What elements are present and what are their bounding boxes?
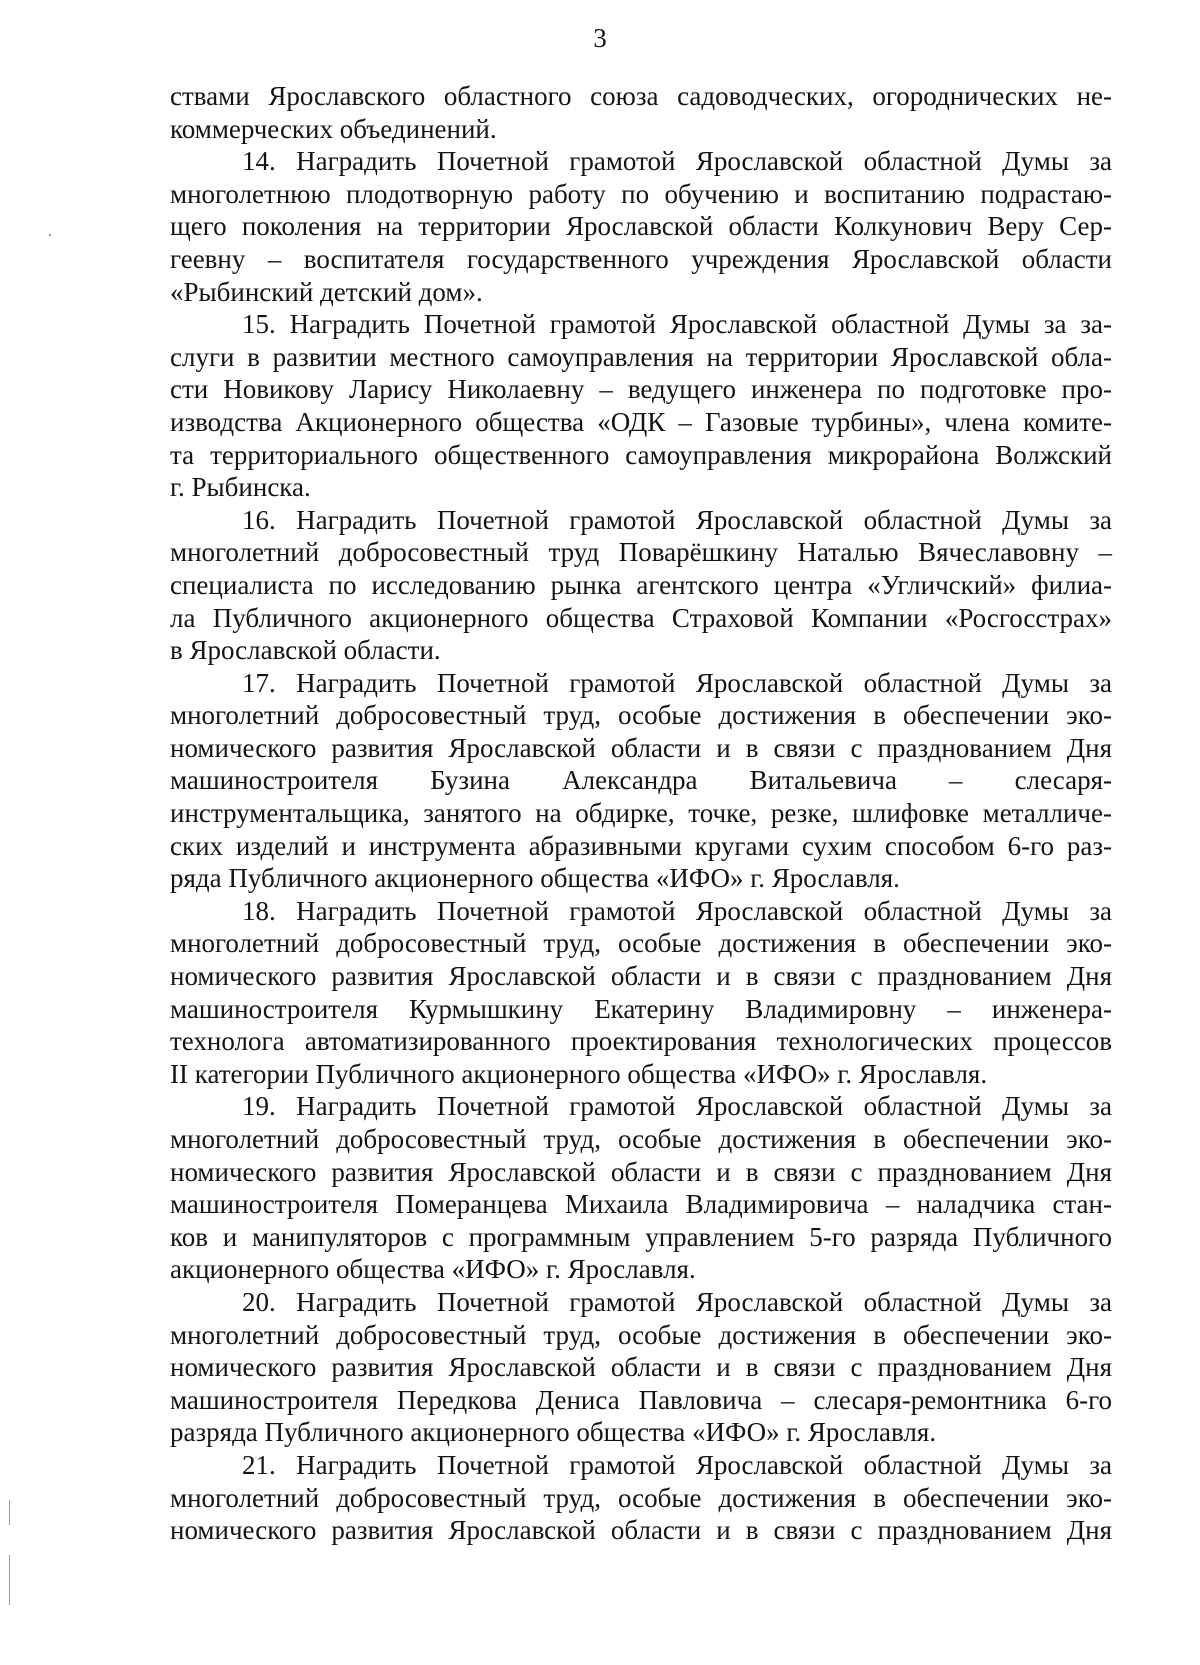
paragraph-line: 21. Наградить Почетной грамотой Ярославской областной Думы за xyxy=(242,1449,1112,1480)
paragraph-line: номического развития Ярославской области и в связи с празднованием Дня xyxy=(170,961,1112,992)
paragraph-line: машиностроителя Померанцева Михаила Владимировича – наладчика стан- xyxy=(170,1189,1112,1220)
paragraph-line: многолетний добросовестный труд, особые достижения в обеспечении эко- xyxy=(170,1482,1112,1513)
paragraph-line: геевну – воспитателя государственного учреждения Ярославской области xyxy=(170,243,1112,274)
paragraph-line: номического развития Ярославской области и в связи с празднованием Дня xyxy=(170,1156,1112,1187)
paragraph-line: номического развития Ярославской области и в связи с празднованием Дня xyxy=(170,1352,1112,1383)
paragraph-line: многолетний добросовестный труд, особые достижения в обеспечении эко- xyxy=(170,700,1112,731)
paragraph xyxy=(170,1286,1112,1449)
paragraph-line: сти Новикову Ларису Николаевну – ведущего инженера по подготовке про- xyxy=(170,374,1112,405)
document-body xyxy=(170,80,1112,1547)
paragraph xyxy=(170,895,1112,1091)
paragraph-line: многолетний добросовестный труд Поварёшкину Наталью Вячеславовну – xyxy=(170,537,1112,568)
paragraph-line: номического развития Ярославской области и в связи с празднованием Дня xyxy=(170,1515,1112,1546)
paragraph xyxy=(170,308,1112,504)
paragraph-line: коммерческих объединений. xyxy=(170,113,497,144)
paragraph-line: II категории Публичного акционерного общества «ИФО» г. Ярославля. xyxy=(170,1058,988,1089)
paragraph-line: специалиста по исследованию рынка агентского центра «Угличский» филиа- xyxy=(170,569,1112,600)
paragraph-line: многолетний добросовестный труд, особые достижения в обеспечении эко- xyxy=(170,928,1112,959)
paragraph-line: ствами Ярославского областного союза садоводческих, огороднических не- xyxy=(170,81,1112,111)
paragraph-line: слуги в развитии местного самоуправления на территории Ярославской обла- xyxy=(170,341,1112,372)
paragraph-line: г. Рыбинска. xyxy=(170,472,311,503)
paragraph-line: ряда Публичного акционерного общества «ИФО» г. Ярославля. xyxy=(170,863,900,894)
paragraph-line: многолетнюю плодотворную работу по обучению и воспитанию подрастаю- xyxy=(170,178,1112,209)
paragraph xyxy=(170,80,1112,145)
paragraph-line: технолога автоматизированного проектирования технологических процессов xyxy=(170,1026,1112,1057)
paragraph-line: 18. Наградить Почетной грамотой Ярославской областной Думы за xyxy=(242,895,1112,926)
paragraph-line: машиностроителя Передкова Дениса Павловича – слесаря-ремонтника 6-го xyxy=(170,1384,1112,1415)
scan-margin-mark xyxy=(9,1500,10,1525)
paragraph xyxy=(170,667,1112,895)
paragraph-line: щего поколения на территории Ярославской области Колкунович Веру Сер- xyxy=(170,211,1112,242)
paragraph-line: 14. Наградить Почетной грамотой Ярославской областной Думы за xyxy=(242,146,1112,177)
paragraph-line: многолетний добросовестный труд, особые достижения в обеспечении эко- xyxy=(170,1319,1112,1350)
paragraph-line: изводства Акционерного общества «ОДК – Газовые турбины», члена комите- xyxy=(170,406,1112,437)
paragraph-line: инструментальщика, занятого на обдирке, точке, резке, шлифовке металличе- xyxy=(170,798,1112,829)
paragraph-line: машиностроителя Курмышкину Екатерину Владимировну – инженера- xyxy=(170,993,1112,1024)
paragraph-line: номического развития Ярославской области и в связи с празднованием Дня xyxy=(170,732,1112,763)
paragraph-line: акционерного общества «ИФО» г. Ярославля. xyxy=(170,1254,696,1285)
paragraph-line: та территориального общественного самоуправления микрорайона Волжский xyxy=(170,439,1112,470)
paragraph-line: ков и манипуляторов с программным управлением 5-го разряда Публичного xyxy=(170,1221,1112,1252)
paragraph xyxy=(170,1090,1112,1286)
paragraph-line: 17. Наградить Почетной грамотой Ярославской областной Думы за xyxy=(242,667,1112,698)
paragraph xyxy=(170,1449,1112,1547)
page-number: 3 xyxy=(593,23,607,53)
paragraph-line: «Рыбинский детский дом». xyxy=(170,276,483,307)
paragraph-line: 16. Наградить Почетной грамотой Ярославской областной Думы за xyxy=(242,504,1112,535)
paragraph-line: ских изделий и инструмента абразивными кругами сухим способом 6-го раз- xyxy=(170,830,1112,861)
paragraph xyxy=(170,504,1112,667)
paragraph-line: разряда Публичного акционерного общества «ИФО» г. Ярославля. xyxy=(170,1417,937,1448)
paragraph-line: 19. Наградить Почетной грамотой Ярославской областной Думы за xyxy=(242,1091,1112,1122)
paragraph-line: ла Публичного акционерного общества Страховой Компании «Росгосстрах» xyxy=(170,602,1112,633)
paragraph-line: 15. Наградить Почетной грамотой Ярославской областной Думы за за- xyxy=(242,309,1112,340)
paragraph-line: многолетний добросовестный труд, особые достижения в обеспечении эко- xyxy=(170,1124,1112,1154)
paragraph-line: в Ярославской области. xyxy=(170,635,441,666)
paragraph-line: машиностроителя Бузина Александра Витальевича – слесаря- xyxy=(170,765,1112,796)
scan-margin-mark xyxy=(9,1555,10,1605)
paragraph xyxy=(170,145,1112,308)
paragraph-line: 20. Наградить Почетной грамотой Ярославской областной Думы за xyxy=(242,1286,1112,1317)
scan-artifact-dot xyxy=(49,234,51,236)
